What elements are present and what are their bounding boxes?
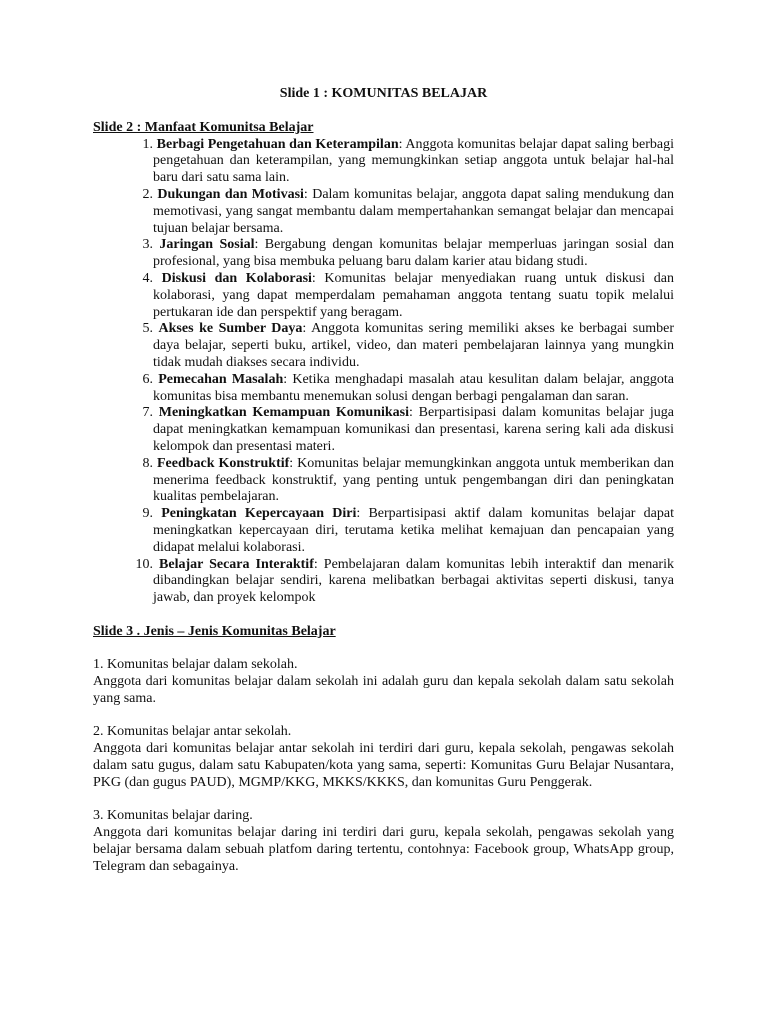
list-item (93, 137, 674, 187)
type-description: Anggota dari komunitas belajar daring ini terdiri dari guru, kepala sekolah, pengawas sekolah yang belajar bersama dalam sebuah platfom daring tertentu, contohnya: Facebook group, WhatsApp group, Telegram dan sebagainya. (93, 825, 674, 874)
slide2-heading: Slide 2 : Manfaat Komunitsa Belajar (93, 119, 314, 135)
item-number: 6. (142, 371, 153, 387)
item-text: : Dalam komunitas belajar, anggota dapat saling mendukung dan memotivasi, yang sangat membantu dalam mempertahankan semangat belajar dan mencapai tujuan belajar bersama. (153, 186, 675, 236)
item-term: Diskusi dan Kolaborasi (161, 270, 312, 286)
item-text: : Pembelajaran dalam komunitas lebih interaktif dan menarik dibandingkan belajar sendiri, karena melibatkan berbagai aktivitas seperti diskusi, tanya jawab, dan proyek kelompok (153, 556, 674, 606)
item-text: : Berpartisipasi aktif dalam komunitas belajar dapat meningkatkan kepercayaan diri, terutama ketika melihat kemajuan dan pencapaian yang didapat melalui kolaborasi. (153, 506, 674, 555)
item-term: Berbagi Pengetahuan dan Keterampilan (156, 136, 399, 152)
item-number: 2. (142, 186, 153, 202)
list-item (93, 321, 674, 371)
type-description: Anggota dari komunitas belajar antar sekolah ini terdiri dari guru, kepala sekolah, pengawas sekolah dalam satu gugus, dalam satu Kabupaten/kota yang sama, seperti: Komunitas Guru Belajar Nusantara, PKG (dan gugus PAUD), MGMP/KKG, MKKS/KKKS, dan komunitas Guru Penggerak. (93, 741, 674, 790)
item-term: Feedback Konstruktif (156, 455, 290, 471)
list-item (93, 405, 674, 455)
item-term: Akses ke Sumber Daya (158, 321, 303, 337)
list-item (93, 372, 674, 406)
list-item (93, 237, 674, 271)
slide3-heading: Slide 3 . Jenis – Jenis Komunitas Belajar (93, 623, 336, 639)
item-number: 7. (142, 405, 153, 421)
item-text: : Bergabung dengan komunitas belajar memperluas jaringan sosial dan profesional, yang bisa membuka peluang baru dalam karier atau bidang studi. (153, 237, 674, 270)
type-title: 2. Komunitas belajar antar sekolah. (93, 724, 292, 740)
item-number: 3. (142, 237, 153, 253)
list-item (93, 187, 674, 237)
benefits-list (93, 137, 674, 607)
item-term: Jaringan Sosial (159, 237, 255, 253)
item-text: : Berpartisipasi dalam komunitas belajar juga dapat meningkatkan kemampuan komunikasi dan presentasi, karena sering kali ada diskusi kelompok dan presentasi materi. (153, 405, 675, 454)
item-term: Peningkatan Kepercayaan Diri (161, 506, 357, 522)
item-term: Dukungan dan Motivasi (157, 186, 304, 202)
item-number: 4. (142, 270, 153, 286)
type-description: Anggota dari komunitas belajar dalam sekolah ini adalah guru dan kepala sekolah dalam satu sekolah yang sama. (93, 674, 674, 706)
page-title: Slide 1 : KOMUNITAS BELAJAR (279, 86, 488, 101)
item-number: 5. (142, 321, 153, 337)
list-item (93, 456, 674, 506)
item-text: : Anggota komunitas sering memiliki akses ke berbagai sumber daya belajar, seperti buku, artikel, video, dan materi pembelajaran lainnya yang mungkin tidak mudah diakses secara individu. (153, 321, 675, 370)
item-term: Belajar Secara Interaktif (159, 556, 314, 572)
type-title: 1. Komunitas belajar dalam sekolah. (93, 657, 298, 673)
list-item (93, 271, 674, 321)
item-text: : Komunitas belajar memungkinkan anggota untuk memberikan dan menerima feedback konstruktif, yang penting untuk pengembangan diri dan peningkatan kualitas pembelajaran. (153, 455, 675, 505)
item-number: 8. (142, 455, 153, 471)
item-number: 1. (142, 136, 153, 152)
item-number: 9. (142, 506, 153, 522)
item-term: Meningkatkan Kemampuan Komunikasi (158, 405, 410, 421)
item-text: : Anggota komunitas belajar dapat saling berbagi pengetahuan dan keterampilan, yang memungkinkan setiap anggota untuk belajar hal-hal baru dari satu sama lain. (153, 136, 675, 186)
type-title: 3. Komunitas belajar daring. (93, 808, 253, 824)
item-text: : Ketika menghadapi masalah atau kesulitan dalam belajar, anggota komunitas bisa membantu menemukan solusi dengan berbagi pengalaman dan saran. (153, 371, 675, 404)
list-item (93, 506, 674, 556)
item-text: : Komunitas belajar menyediakan ruang untuk diskusi dan kolaborasi, yang dapat memperdalam pemahaman anggota tentang suatu topik melalui pertukaran ide dan perspektif yang beragam. (153, 270, 674, 320)
item-term: Pemecahan Masalah (158, 371, 284, 387)
list-item (93, 557, 674, 607)
item-number: 10. (135, 556, 153, 572)
